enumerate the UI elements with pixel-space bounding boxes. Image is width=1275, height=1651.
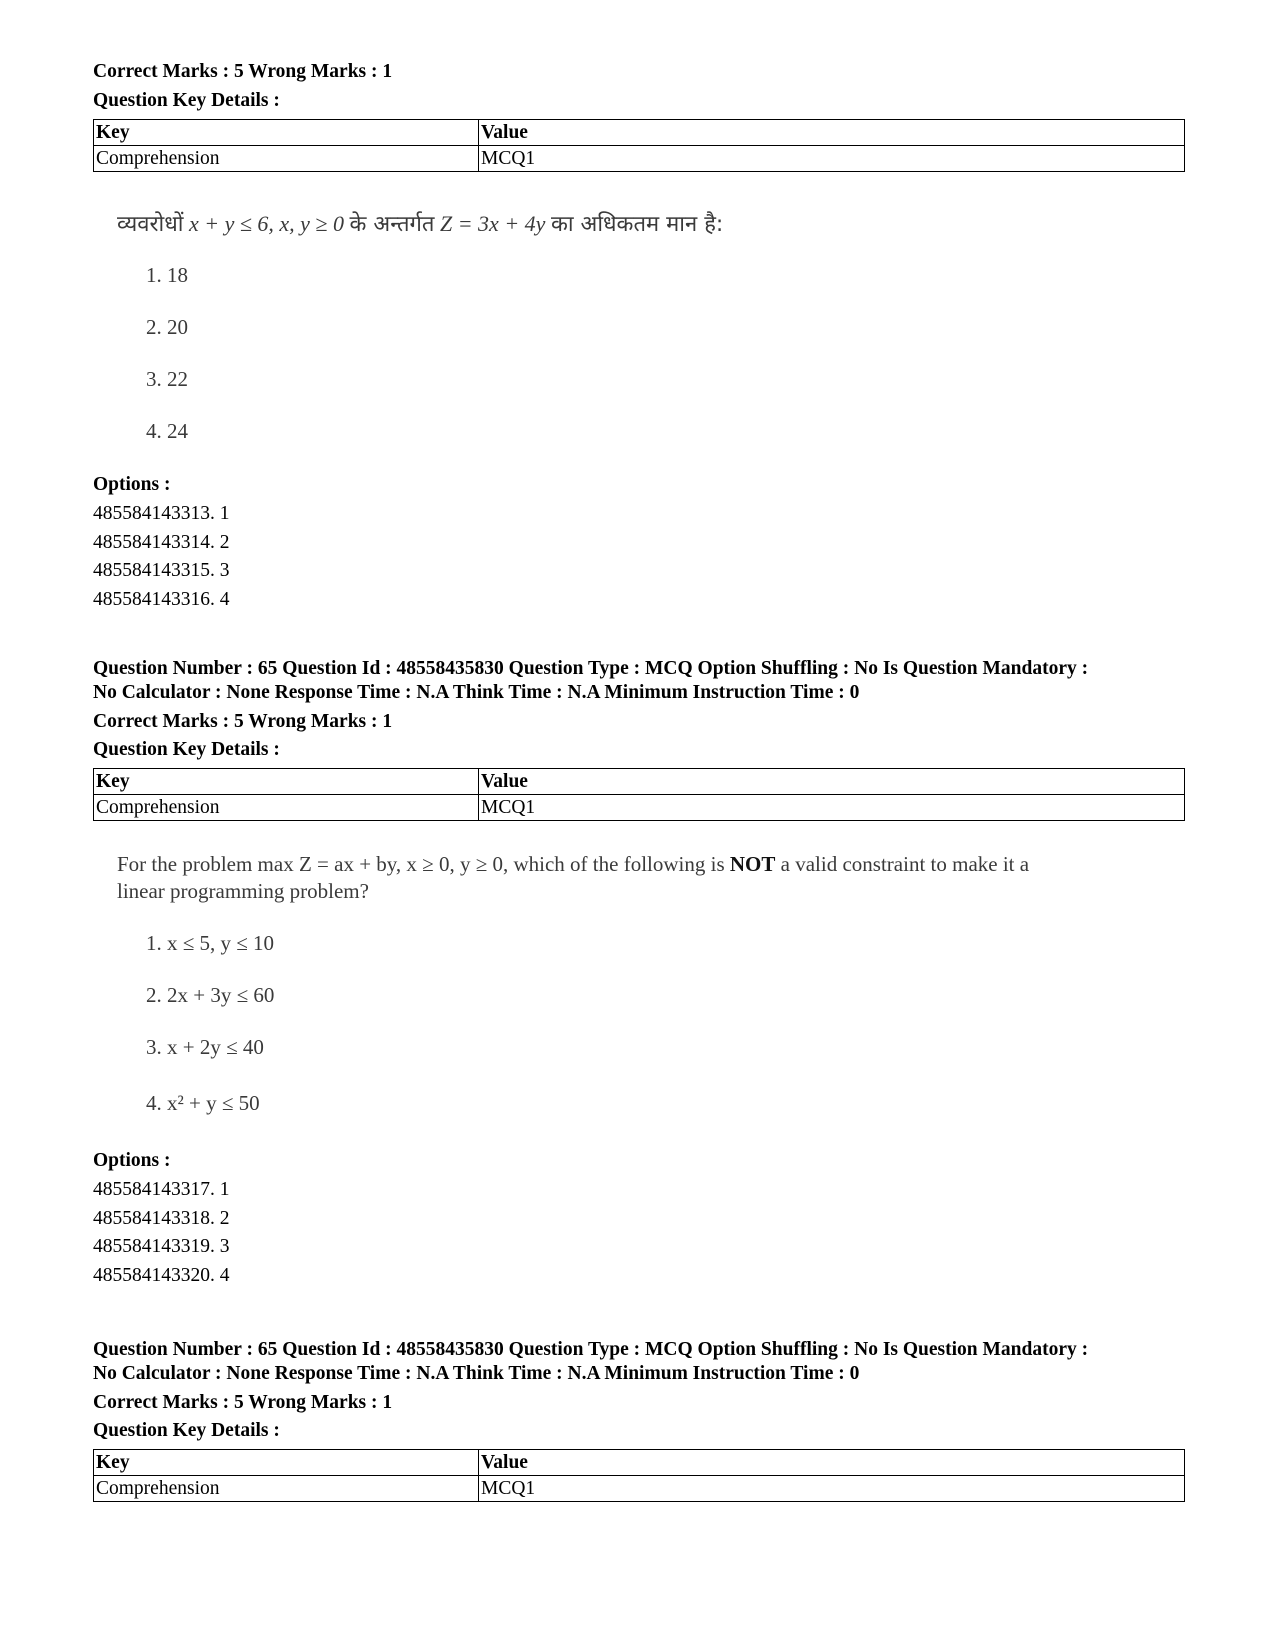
choice-item: 1. x ≤ 5, y ≤ 10 xyxy=(146,931,275,955)
question-text-line1 xyxy=(117,852,1029,877)
question-key-details-label: Question Key Details : xyxy=(93,90,280,111)
question-header-line1: Question Number : 65 Question Id : 48558435830 Question Type : MCQ Option Shuffling : No Is Question Mandatory : xyxy=(93,658,1089,679)
option-id: 485584143313. 1 xyxy=(93,503,230,524)
choice-item: 1. 18 xyxy=(146,263,188,287)
choice-item: 3. x + 2y ≤ 40 xyxy=(146,1035,264,1059)
question-prefix: व्यवरोधों xyxy=(117,212,184,237)
option-id: 485584143314. 2 xyxy=(93,532,230,553)
key-header: Key xyxy=(94,120,479,146)
key-details-table xyxy=(93,119,1185,172)
choice-item: 2. 2x + 3y ≤ 60 xyxy=(146,983,275,1007)
options-label: Options : xyxy=(93,1150,171,1171)
key-cell: Comprehension xyxy=(94,146,479,172)
question-key-details-label: Question Key Details : xyxy=(93,1420,280,1441)
table-row xyxy=(94,1476,1185,1502)
question-middle: के अन्तर्गत xyxy=(349,212,435,237)
question-header-line2: No Calculator : None Response Time : N.A Think Time : N.A Minimum Instruction Time : 0 xyxy=(93,682,860,703)
choice-item: 2. 20 xyxy=(146,315,188,339)
value-cell: MCQ1 xyxy=(479,795,1185,821)
question-text-hindi xyxy=(117,208,723,238)
key-details-table xyxy=(93,1449,1185,1502)
question-text-line2: linear programming problem? xyxy=(117,879,369,903)
table-header-row xyxy=(94,769,1185,795)
question-part1: For the problem max Z = ax + by, x ≥ 0, y ≥ 0, which of the following is xyxy=(117,852,725,876)
key-details-table xyxy=(93,768,1185,821)
correct-wrong-marks: Correct Marks : 5 Wrong Marks : 1 xyxy=(93,711,393,732)
question-part2: a valid constraint to make it a xyxy=(780,852,1030,876)
option-id: 485584143319. 3 xyxy=(93,1236,230,1257)
question-suffix: का अधिकतम मान है: xyxy=(550,212,724,237)
key-cell: Comprehension xyxy=(94,1476,479,1502)
key-header: Key xyxy=(94,769,479,795)
value-cell: MCQ1 xyxy=(479,146,1185,172)
choice-item: 4. 24 xyxy=(146,419,188,443)
question-header-line2: No Calculator : None Response Time : N.A Think Time : N.A Minimum Instruction Time : 0 xyxy=(93,1363,860,1384)
correct-wrong-marks: Correct Marks : 5 Wrong Marks : 1 xyxy=(93,1392,393,1413)
option-id: 485584143320. 4 xyxy=(93,1265,230,1286)
choice-item: 3. 22 xyxy=(146,367,188,391)
option-id: 485584143315. 3 xyxy=(93,560,230,581)
options-label: Options : xyxy=(93,474,171,495)
question-key-details-label: Question Key Details : xyxy=(93,739,280,760)
table-row xyxy=(94,795,1185,821)
question-constraint: x + y ≤ 6, x, y ≥ 0 xyxy=(188,211,345,236)
choice-item: 4. x² + y ≤ 50 xyxy=(146,1091,260,1115)
value-header: Value xyxy=(479,1450,1185,1476)
table-header-row xyxy=(94,120,1185,146)
value-cell: MCQ1 xyxy=(479,1476,1185,1502)
key-cell: Comprehension xyxy=(94,795,479,821)
option-id: 485584143317. 1 xyxy=(93,1179,230,1200)
value-header: Value xyxy=(479,769,1185,795)
table-header-row xyxy=(94,1450,1185,1476)
question-emphasis: NOT xyxy=(729,852,776,876)
option-id: 485584143316. 4 xyxy=(93,589,230,610)
correct-wrong-marks: Correct Marks : 5 Wrong Marks : 1 xyxy=(93,61,393,82)
question-objective: Z = 3x + 4y xyxy=(439,211,546,236)
table-row xyxy=(94,146,1185,172)
question-header-line1: Question Number : 65 Question Id : 48558435830 Question Type : MCQ Option Shuffling : No Is Question Mandatory : xyxy=(93,1339,1089,1360)
key-header: Key xyxy=(94,1450,479,1476)
value-header: Value xyxy=(479,120,1185,146)
option-id: 485584143318. 2 xyxy=(93,1208,230,1229)
